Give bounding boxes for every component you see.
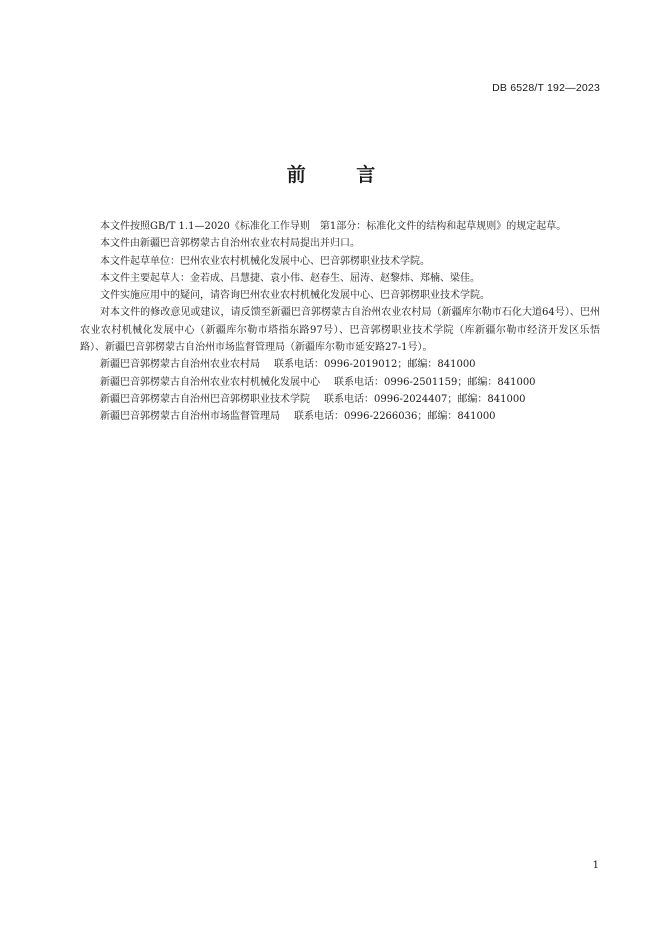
paragraph-drafters: 本文件主要起草人：金若成、吕慧捷、袁小伟、赵春生、屈涛、赵黎炜、郑楠、梁佳。	[100, 272, 480, 284]
contact-line	[80, 408, 600, 425]
contact-phone: 联系电话：0996-2024407；邮编：841000	[324, 393, 526, 405]
contact-phone: 联系电话：0996-2501159；邮编：841000	[334, 376, 536, 388]
paragraph-drafting-units: 本文件起草单位：巴州农业农村机械化发展中心、巴音郭楞职业技术学院。	[100, 255, 430, 267]
paragraph-inquiries: 文件实施应用中的疑问，请咨询巴州农业农村机械化发展中心、巴音郭楞职业技术学院。	[100, 290, 490, 302]
contact-phone: 联系电话：0996-2266036；邮编：841000	[294, 411, 496, 423]
contact-org: 新疆巴音郭楞蒙古自治州农业农村机械化发展中心	[100, 376, 320, 388]
contact-phone: 联系电话：0996-2019012；邮编：841000	[274, 359, 476, 371]
contact-line	[80, 374, 600, 391]
page-title: 前 言	[286, 164, 398, 186]
foreword-body	[80, 218, 600, 426]
contact-line	[80, 356, 600, 373]
contact-line	[80, 391, 600, 408]
paragraph-drafting-rules: 本文件按照GB/T 1.1—2020《标准化工作导则 第1部分：标准化文件的结构和起草规则》的规定起草。	[100, 221, 567, 232]
contact-org: 新疆巴音郭楞蒙古自治州农业农村局	[100, 359, 260, 371]
paragraph-feedback: 对本文件的修改意见或建议，请反馈至新疆巴音郭楞蒙古自治州农业农村局（新疆库尔勒市石化大道64号）、巴州农业农村机械化发展中心（新疆库尔勒市塔指东路97号）、巴音郭楞职业技术学院（库新疆尔勒市经济开发区乐悟路）、新疆巴音郭楞蒙古自治州市场监督管理局（新疆库尔勒市延安路27-1号）。	[80, 307, 600, 354]
page-number: 1	[592, 860, 599, 871]
paragraph-proposer: 本文件由新疆巴音郭楞蒙古自治州农业农村局提出并归口。	[100, 238, 360, 250]
contact-org: 新疆巴音郭楞蒙古自治州市场监督管理局	[100, 411, 280, 423]
document-code: DB 6528/T 192—2023	[492, 82, 600, 94]
contact-org: 新疆巴音郭楞蒙古自治州巴音郭楞职业技术学院	[100, 393, 310, 405]
